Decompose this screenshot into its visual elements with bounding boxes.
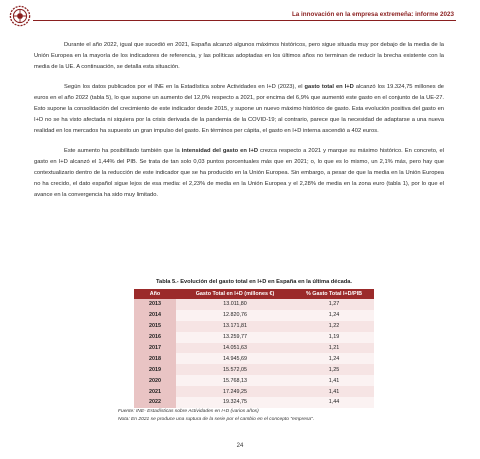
year-cell: 2016	[134, 332, 176, 343]
bold-text: intensidad del gasto en I+D	[181, 148, 259, 155]
year-cell: 2015	[134, 321, 176, 332]
table-row	[134, 375, 374, 386]
year-cell: 2013	[134, 299, 176, 310]
spending-cell: 14.051,63	[176, 343, 294, 354]
header-divider	[33, 20, 456, 21]
table-row	[134, 310, 374, 321]
year-cell: 2018	[134, 353, 176, 364]
year-cell: 2019	[134, 364, 176, 375]
year-cell: 2020	[134, 375, 176, 386]
table-row	[134, 353, 374, 364]
spending-cell: 15.768,13	[176, 375, 294, 386]
text-segment: Este aumento ha posibilitado también que la	[64, 148, 182, 155]
table-notes	[118, 408, 314, 423]
spending-cell: 17.249,25	[176, 386, 294, 397]
table-header-cell: Año	[134, 289, 176, 299]
spending-cell: 14.945,69	[176, 353, 294, 364]
table-row	[134, 397, 374, 408]
table-row	[134, 343, 374, 354]
text-segment: Durante el año 2022, igual que sucedió en 2021, España alcanzó algunos máximos históricos, pero sigue situada muy por debajo de la media de la Unión Europea en la mayoría de los indicadores de referencia, y las políticas adoptadas en los últimos años no terminan de reducir la brecha existente con la media de la UE. A continuación, se detalla esta situación.	[34, 42, 444, 70]
spending-cell: 13.259,77	[176, 332, 294, 343]
gdp-percent-cell: 1,27	[294, 299, 374, 310]
page-header	[0, 0, 480, 30]
table-row	[134, 364, 374, 375]
gdp-percent-cell: 1,24	[294, 310, 374, 321]
year-cell: 2021	[134, 386, 176, 397]
table-row	[134, 321, 374, 332]
spending-cell: 19.324,75	[176, 397, 294, 408]
year-cell: 2014	[134, 310, 176, 321]
body-text	[34, 40, 444, 210]
header-title: La innovación en la empresa extremeña: informe 2023	[291, 11, 454, 18]
paragraph	[34, 146, 444, 200]
gdp-percent-cell: 1,24	[294, 353, 374, 364]
data-table-block	[134, 279, 374, 408]
table-source: Fuente: INE- Estadísticas sobre Actividades en I+D (varios años)	[118, 409, 259, 414]
paragraph	[34, 82, 444, 136]
spending-cell: 12.820,76	[176, 310, 294, 321]
text-segment: alcanzó los 19.324,75 millones de euros en el año 2022 (tabla 5), lo que supone un aumento del 12,0% respecto a 2021, por encima del 6,9% que aumentó este gasto en el conjunto de la UE-27. Esto supone la consolidación del crecimiento de este indicador desde 2015, y supone un nuevo máximo histórico de gasto. Esta evolución positiva del gasto en I+D no se ha visto afectada ni siquiera por la crisis derivada de la pandemia de la COVID-19; al contrario, parece que la necesidad de adaptarse a una nueva realidad en los mercados ha supuesto un gran impulso del gasto. En términos per cápita, el gasto en I+D interna ascendió a 402 euros.	[34, 84, 444, 134]
spending-cell: 13.011,80	[176, 299, 294, 310]
text-segment: crezca respecto a 2021 y marque su máximo histórico. En concreto, el gasto en I+D alcanzó el 1,44% del PIB. Se trata de tan solo 0,03 puntos porcentuales más que en 2021; o, lo que es lo mismo, un 2,1% más, pero hay que contextualizario dentro de la reducción de este indicador que se ha producido en la Unión Europea. Sin embargo, a pesar de que la media en la Unión Europea no ha crecido, el dato español sigue lejos de esa media: el 2,23% de media en la Unión Europea y el 2,28% de media en la zona euro (tabla 1), por lo que el avance en la convergencia ha sido muy limitado.	[34, 148, 444, 198]
gdp-percent-cell: 1,19	[294, 332, 374, 343]
spending-cell: 15.572,05	[176, 364, 294, 375]
table-row	[134, 386, 374, 397]
gdp-percent-cell: 1,41	[294, 375, 374, 386]
gdp-percent-cell: 1,21	[294, 343, 374, 354]
year-cell: 2017	[134, 343, 176, 354]
gdp-percent-cell: 1,22	[294, 321, 374, 332]
gdp-percent-cell: 1,44	[294, 397, 374, 408]
table-row	[134, 299, 374, 310]
table-note: Nota: En 2021 se produce una ruptura de la serie por el cambio en el concepto "empresa".	[118, 416, 315, 422]
table-header-cell: Gasto Total en I+D (millones €)	[176, 289, 294, 299]
year-cell: 2022	[134, 397, 176, 408]
spending-cell: 13.171,81	[176, 321, 294, 332]
paragraph	[34, 40, 444, 72]
table-title: Tabla 5.- Evolución del gasto total en I+D en España en la última década.	[155, 279, 352, 285]
page-number: 24	[236, 443, 244, 449]
table-row	[134, 332, 374, 343]
table-header-row	[134, 289, 374, 299]
text-segment: Según los datos publicados por el INE en la Estadística sobre Actividades en I+D (2023), el	[64, 84, 305, 91]
data-table	[134, 289, 374, 408]
gear-emblem-icon	[9, 5, 31, 27]
gdp-percent-cell: 1,41	[294, 386, 374, 397]
table-header-cell: % Gasto Total I+D/PIB	[294, 289, 374, 299]
gdp-percent-cell: 1,25	[294, 364, 374, 375]
bold-text: gasto total en I+D	[304, 84, 354, 91]
